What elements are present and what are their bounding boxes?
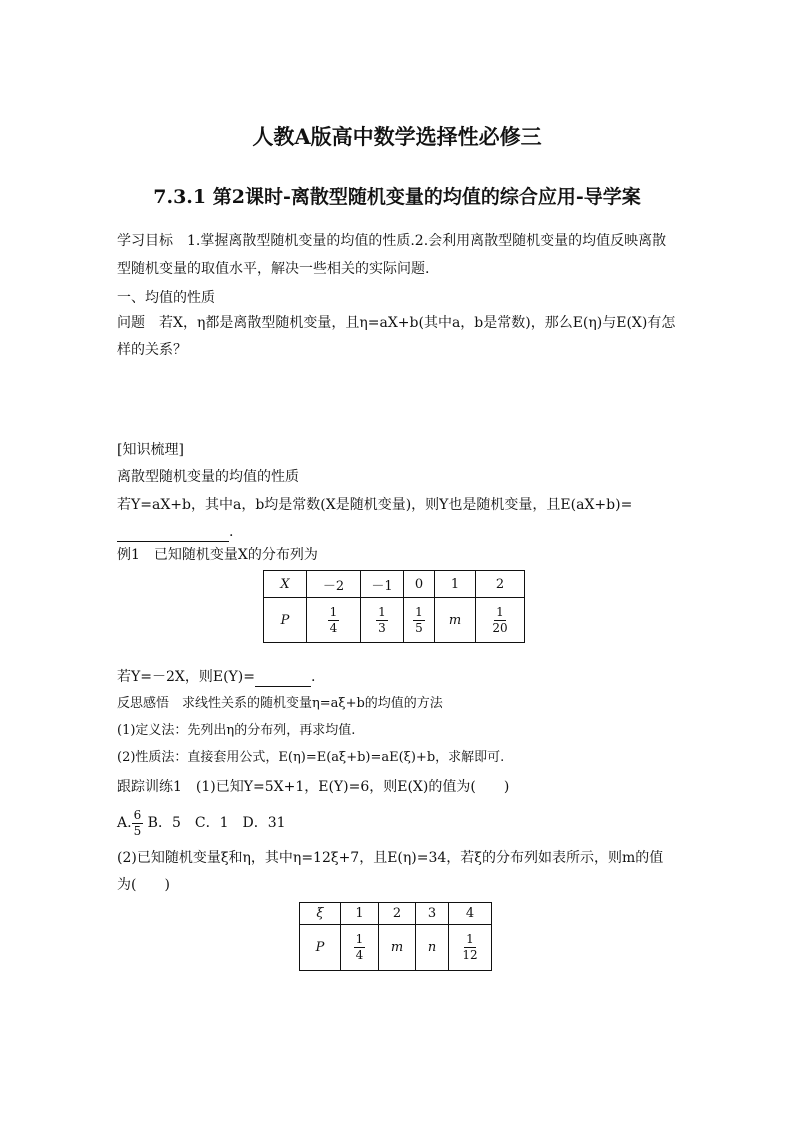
table-prob-cell: $\frac{1}{3}$ bbox=[361, 598, 404, 643]
section-heading: 一、均值的性质 bbox=[117, 290, 215, 306]
answer-blank[interactable] bbox=[255, 670, 311, 687]
table-header-cell: 1 bbox=[435, 571, 476, 598]
table-prob-cell: m bbox=[435, 598, 476, 643]
table-prob-cell: m bbox=[379, 925, 416, 971]
table-prob-cell: $\frac{1}{20}$ bbox=[476, 598, 525, 643]
options-bcd[interactable]: B．5 C．1 D．31 bbox=[147, 815, 286, 831]
knowledge-line-2: . bbox=[117, 522, 233, 542]
distribution-table-x bbox=[263, 570, 525, 643]
problem-line-2: 样的关系？ bbox=[117, 342, 187, 358]
answer-blank[interactable] bbox=[117, 525, 229, 542]
table-header-cell: －1 bbox=[361, 571, 404, 598]
table-header-cell: 4 bbox=[449, 903, 492, 925]
example-question: 若Y=－2X，则E(Y)= . bbox=[117, 669, 316, 685]
knowledge-heading: [知识梳理] bbox=[117, 442, 184, 458]
table-header-cell: 1 bbox=[341, 903, 379, 925]
reflection-line-2: (1)定义法：先列出η的分布列，再求均值. bbox=[117, 723, 356, 738]
distribution-table-xi bbox=[299, 902, 492, 971]
reflection-line-1: 反思感悟 求线性关系的随机变量η=aξ+b的均值的方法 bbox=[117, 696, 443, 711]
practice-q2-line-1: (2)已知随机变量ξ和η，其中η=12ξ+7，且E(η)=34，若ξ的分布列如表所示，则m的值 bbox=[117, 850, 664, 866]
practice-options bbox=[117, 805, 286, 841]
objectives-line-1: 学习目标 1.掌握离散型随机变量的均值的性质.2.会利用离散型随机变量的均值反映离散 bbox=[117, 233, 667, 249]
table-header-label: X bbox=[264, 571, 307, 598]
table-prob-cell: $\frac{1}{12}$ bbox=[449, 925, 492, 971]
table-header-cell: 2 bbox=[379, 903, 416, 925]
problem-line-1: 问题 若X，η都是离散型随机变量，且η=aX+b(其中a，b是常数)，那么E(η)与E(X)有怎 bbox=[117, 315, 676, 331]
example-intro: 例1 已知随机变量X的分布列为 bbox=[117, 547, 318, 563]
lesson-title: 7.3.1 第2课时-离散型随机变量的均值的综合应用-导学案 bbox=[153, 186, 641, 208]
table-prob-cell: $\frac{1}{4}$ bbox=[307, 598, 361, 643]
reflection-line-3: (2)性质法：直接套用公式，E(η)=E(aξ+b)=aE(ξ)+b，求解即可. bbox=[117, 750, 505, 765]
table-header-cell: －2 bbox=[307, 571, 361, 598]
table-header-cell: 0 bbox=[404, 571, 435, 598]
practice-line-1: 跟踪训练1 (1)已知Y=5X+1，E(Y)=6，则E(X)的值为( ) bbox=[117, 779, 510, 795]
table-prob-cell: $\frac{1}{5}$ bbox=[404, 598, 435, 643]
document-title: 人教A版高中数学选择性必修三 bbox=[252, 124, 542, 149]
knowledge-line-1: 若Y=aX+b，其中a，b均是常数(X是随机变量)，则Y也是随机变量，且E(aX+b)= bbox=[117, 497, 633, 513]
practice-q2-line-2: 为( ) bbox=[117, 877, 170, 893]
table-row-label: P bbox=[264, 598, 307, 643]
option-a[interactable]: A. $\frac{6}{5}$ bbox=[117, 807, 142, 838]
table-header-cell: 3 bbox=[416, 903, 449, 925]
knowledge-topic: 离散型随机变量的均值的性质 bbox=[117, 469, 299, 485]
objectives-line-2: 型随机变量的取值水平，解决一些相关的实际问题. bbox=[117, 261, 430, 277]
table-prob-cell: n bbox=[416, 925, 449, 971]
table-header-label: ξ bbox=[300, 903, 341, 925]
table-prob-cell: $\frac{1}{4}$ bbox=[341, 925, 379, 971]
table-row-label: P bbox=[300, 925, 341, 971]
table-header-cell: 2 bbox=[476, 571, 525, 598]
